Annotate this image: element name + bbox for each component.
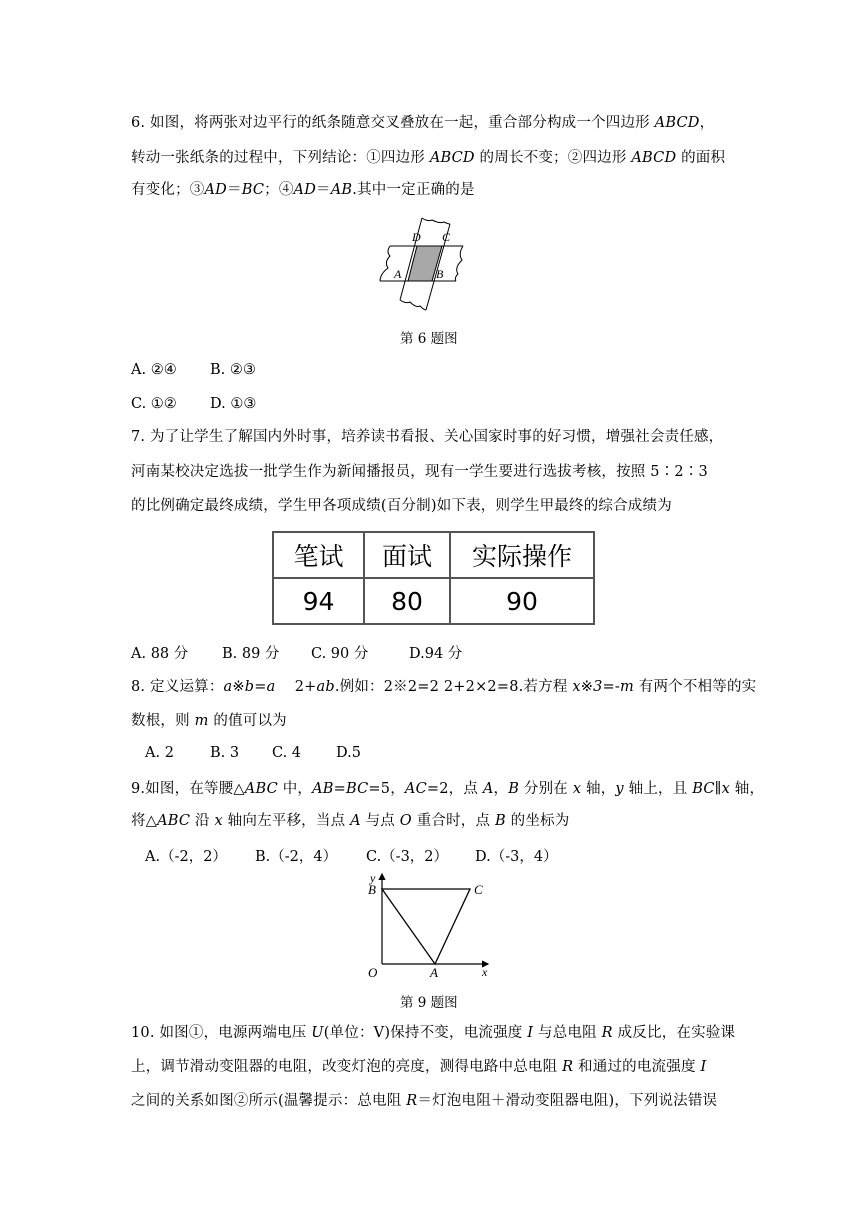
q9-triangle-abc xyxy=(382,889,470,964)
q9-label-x: x xyxy=(482,965,488,979)
q9-label-B: B xyxy=(368,882,376,897)
q6-label-C: C xyxy=(442,230,451,244)
q7-option-a: A. 88 分 xyxy=(131,646,189,662)
q7-value-practical: 90 xyxy=(450,578,594,624)
q7-header-interview: 面试 xyxy=(364,532,450,578)
q6-slanted-strip-top-wavy-edge xyxy=(422,218,450,224)
q9-option-d: D.（-3，4） xyxy=(475,849,558,865)
q7-value-written-test: 94 xyxy=(273,578,364,624)
q7-option-c: C. 90 分 xyxy=(311,646,369,662)
q7-table-values-row xyxy=(273,578,594,624)
q6-label-B: B xyxy=(436,267,444,281)
q7-score-table xyxy=(272,531,595,625)
q9-label-O: O xyxy=(368,965,378,980)
q7-header-written-test: 笔试 xyxy=(273,532,364,578)
q8-option-a: A. 2 xyxy=(145,745,174,761)
q6-label-D: D xyxy=(412,230,421,244)
q6-text-line-3: 有变化；③AD＝BC；④AD＝AB.其中一定正确的是 xyxy=(131,182,475,198)
q9-label-C: C xyxy=(474,882,483,897)
q9-option-a: A.（-2，2） xyxy=(145,849,227,865)
q7-text-line-1: 7. 为了让学生了解国内外时事，培养读书看报、关心国家时事的好习惯，增强社会责任感， xyxy=(131,429,724,445)
q7-value-interview: 80 xyxy=(364,578,450,624)
q8-text-line-1: 8. 定义运算：a※b=a 2+ab.例如：2※2=2 2+2×2=8.若方程 x※3=-m 有两个不相等的实 xyxy=(131,679,757,695)
q6-figure-caption: 第 6 题图 xyxy=(400,331,458,347)
q7-text-line-2: 河南某校决定选拔一批学生作为新闻播报员，现有一学生要进行选拔考核，按照 5∶2∶3 xyxy=(131,464,708,480)
q9-text-line-2: 将△ABC 沿 x 轴向左平移，当点 A 与点 O 重合时，点 B 的坐标为 xyxy=(131,813,570,829)
q8-option-c: C. 4 xyxy=(272,745,302,761)
q6-option-d: D. ①③ xyxy=(210,396,257,412)
q6-paper-strips-figure xyxy=(370,216,470,316)
q10-text-line-2: 上，调节滑动变阻器的电阻，改变灯泡的亮度，测得电路中总电阻 R 和通过的电流强度 I xyxy=(131,1059,707,1075)
q6-text-line-1: 6. 如图，将两张对边平行的纸条随意交叉叠放在一起，重合部分构成一个四边形 ABCD， xyxy=(131,115,715,131)
q6-strip-right-wavy-edge xyxy=(455,246,463,281)
q9-text-line-1: 9.如图，在等腰△ABC 中，AB=BC=5，AC=2，点 A，B 分别在 x 轴，y 轴上，且 BC∥x 轴， xyxy=(131,781,765,797)
q7-header-practical: 实际操作 xyxy=(450,532,594,578)
q6-option-c: C. ①② xyxy=(131,396,177,412)
q9-coordinate-figure xyxy=(360,868,500,984)
q6-strip-left-wavy-edge xyxy=(380,246,390,281)
q9-label-y: y xyxy=(370,871,376,885)
q6-text-line-2: 转动一张纸条的过程中，下列结论：①四边形 ABCD 的周长不变；②四边形 ABCD 的面积 xyxy=(131,150,726,166)
q7-table-header-row xyxy=(273,532,594,578)
q10-text-line-1: 10. 如图①，电源两端电压 U(单位：V)保持不变，电流强度 I 与总电阻 R 成反比，在实验课 xyxy=(131,1025,736,1041)
q8-text-line-2: 数根，则 m 的值可以为 xyxy=(131,713,287,729)
q9-option-c: C.（-3，2） xyxy=(366,849,449,865)
q7-option-b: B. 89 分 xyxy=(222,646,280,662)
q6-option-b: B. ②③ xyxy=(210,362,256,378)
q6-option-a: A. ②④ xyxy=(131,362,177,378)
q8-option-b: B. 3 xyxy=(210,745,240,761)
q9-figure-caption: 第 9 题图 xyxy=(400,995,458,1011)
q8-option-d: D.5 xyxy=(336,745,361,761)
q9-label-A: A xyxy=(430,965,438,980)
q9-option-b: B.（-2，4） xyxy=(255,849,338,865)
q6-label-A: A xyxy=(394,267,402,281)
q6-slanted-strip-bottom-wavy-edge xyxy=(400,300,426,310)
q10-text-line-3: 之间的关系如图②所示(温馨提示：总电阻 R＝灯泡电阻＋滑动变阻器电阻)，下列说法错误 xyxy=(131,1093,718,1109)
q7-text-line-3: 的比例确定最终成绩，学生甲各项成绩(百分制)如下表，则学生甲最终的综合成绩为 xyxy=(131,498,672,514)
q7-option-d: D.94 分 xyxy=(409,646,463,662)
